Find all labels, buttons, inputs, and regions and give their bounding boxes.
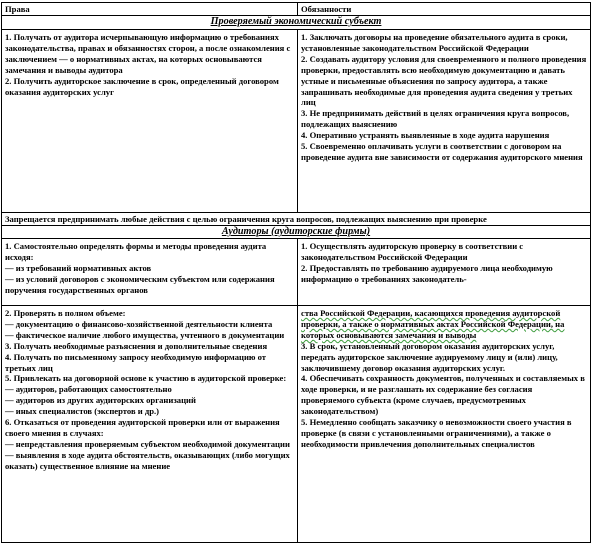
section-row-subject: [1, 15, 591, 29]
subject-duties-cell: [297, 29, 591, 212]
auditor-right-2: 2. Проверять в полном объеме:: [5, 308, 126, 318]
subject-right-2: 2. Получить аудиторское заключение в срок, определенный договором оказания аудиторских услуг: [5, 75, 279, 97]
auditor-duty-1: 1. Осуществлять аудиторскую проверку в соответствии с законодательством Российской Федерации: [301, 241, 524, 262]
auditor-right-2a: — документацию о финансово-хозяйственной деятельности клиента: [5, 318, 273, 329]
subject-duty-3: 3. Не предпринимать действий в целях ограничения круга вопросов, подлежащих выяснению: [301, 108, 570, 130]
auditor-right-5: 5. Привлекать на договорной основе к участию в аудиторской проверке:: [5, 373, 287, 384]
section-title-subject: Проверяемый экономический субъект: [1, 15, 591, 29]
section-row-auditors: [1, 225, 591, 238]
subject-duty-1: 1. Заключать договоры на проведение обязательного аудита в сроки, установленные законодательством Российской Федерации: [301, 32, 568, 53]
prohibition-text: Запрещается предпринимать любые действия с целью ограничения круга вопросов, подлежащих выяснению при проверке: [1, 212, 591, 225]
auditor-rights-cell-1: [1, 238, 297, 305]
auditor-right-3: 3. Получать необходимые разъяснения и дополнительные сведения: [5, 340, 268, 351]
auditor-right-6a: — непредставления проверяемым субъектом необходимой документации: [5, 438, 290, 449]
subject-duty-2: 2. Создавать аудитору условия для своевременного и полного проведения проверки, предоставлять всю необходимую документацию и давать устные и письменные объяснения по запросу аудитора, а также запрашивать необходимые для проведения аудита сведения у третьих лиц: [301, 53, 587, 108]
auditor-right-2b: — фактическое наличие любого имущества, учтенного в документации: [5, 329, 285, 340]
auditor-right-1a: — из требований нормативных актов: [5, 262, 152, 273]
subject-duty-4: 4. Оперативно устранять выявленные в ходе аудита нарушения: [301, 130, 550, 141]
auditor-duty-3: 3. В срок, установленный договором оказания аудиторских услуг, передать аудиторское заключение аудируемому лицу и (или) лицу, заключившему договор оказания аудиторских услуг.: [301, 340, 558, 373]
auditor-duties-cell-1: [297, 238, 591, 305]
auditor-right-5c: — иных специалистов (экспертов и др.): [5, 406, 159, 417]
subject-rights-cell: [1, 29, 297, 212]
subject-duty-5: 5. Своевременно оплачивать услуги в соответствии с договором на проведение аудита вне зависимости от содержания аудиторского мнения: [301, 141, 583, 162]
auditor-right-5a: — аудиторов, работающих самостоятельно: [5, 384, 172, 395]
auditors-row-2: [1, 305, 591, 543]
table-bottom-border: [1, 542, 591, 543]
auditor-duties-cell-2: [297, 305, 591, 543]
auditor-rights-cell-2: [1, 305, 297, 543]
auditor-right-5b: — аудиторов из других аудиторских организаций: [5, 395, 196, 406]
auditor-right-4: 4. Получать по письменному запросу необходимую информацию от третьих лиц: [5, 351, 267, 373]
header-row: [1, 2, 591, 15]
auditor-duty-2: 2. Предоставлять по требованию аудируемого лица необходимую информацию о требованиях законодатель-: [301, 262, 553, 284]
rights-duties-table: [1, 2, 591, 544]
subject-row: [1, 29, 591, 212]
prohibition-row: [1, 212, 591, 225]
auditor-duty-2-cont: ства Российской Федерации, касающихся проведения аудиторской проверки, а также о нормативных актах Российской Федерации, на которых основываются замечания и выводы: [301, 308, 565, 340]
auditor-duty-4: 4. Обеспечивать сохранность документов, полученных и составляемых в ходе проверки, и не разглашать их содержание без согласия проверяемого субъекта (кроме случаев, предусмотренных законодательством): [301, 373, 585, 417]
auditors-row-1: [1, 238, 591, 305]
auditor-right-1b: — из условий договоров с экономическим субъектом или содержания поручения государственных органов: [5, 273, 275, 295]
auditor-right-6b: — выявления в ходе аудита обстоятельств, оказывающих (либо могущих оказать) существенное влияние на мнение: [5, 449, 290, 471]
header-duties: Обязанности: [297, 2, 591, 15]
auditor-right-6: 6. Отказаться от проведения аудиторской проверки или от выражения своего мнения в случаях:: [5, 417, 280, 438]
auditor-right-1: 1. Самостоятельно определять формы и методы проведения аудита исходя:: [5, 241, 267, 262]
subject-right-1: 1. Получать от аудитора исчерпывающую информацию о требованиях законодательства, правах и обязанностях сторон, а после ознакомления с заключением — о нормативных актах, на которых основываются замечания и выводы аудитора: [5, 32, 291, 75]
header-rights: Права: [1, 2, 297, 15]
section-title-auditors: Аудиторы (аудиторские фирмы): [1, 225, 591, 238]
auditor-duty-5: 5. Немедленно сообщать заказчику о невозможности своего участия в проверке (в связи с установленными ограничениями), а также о необходимости привлечения дополнительных специалистов: [301, 417, 572, 449]
